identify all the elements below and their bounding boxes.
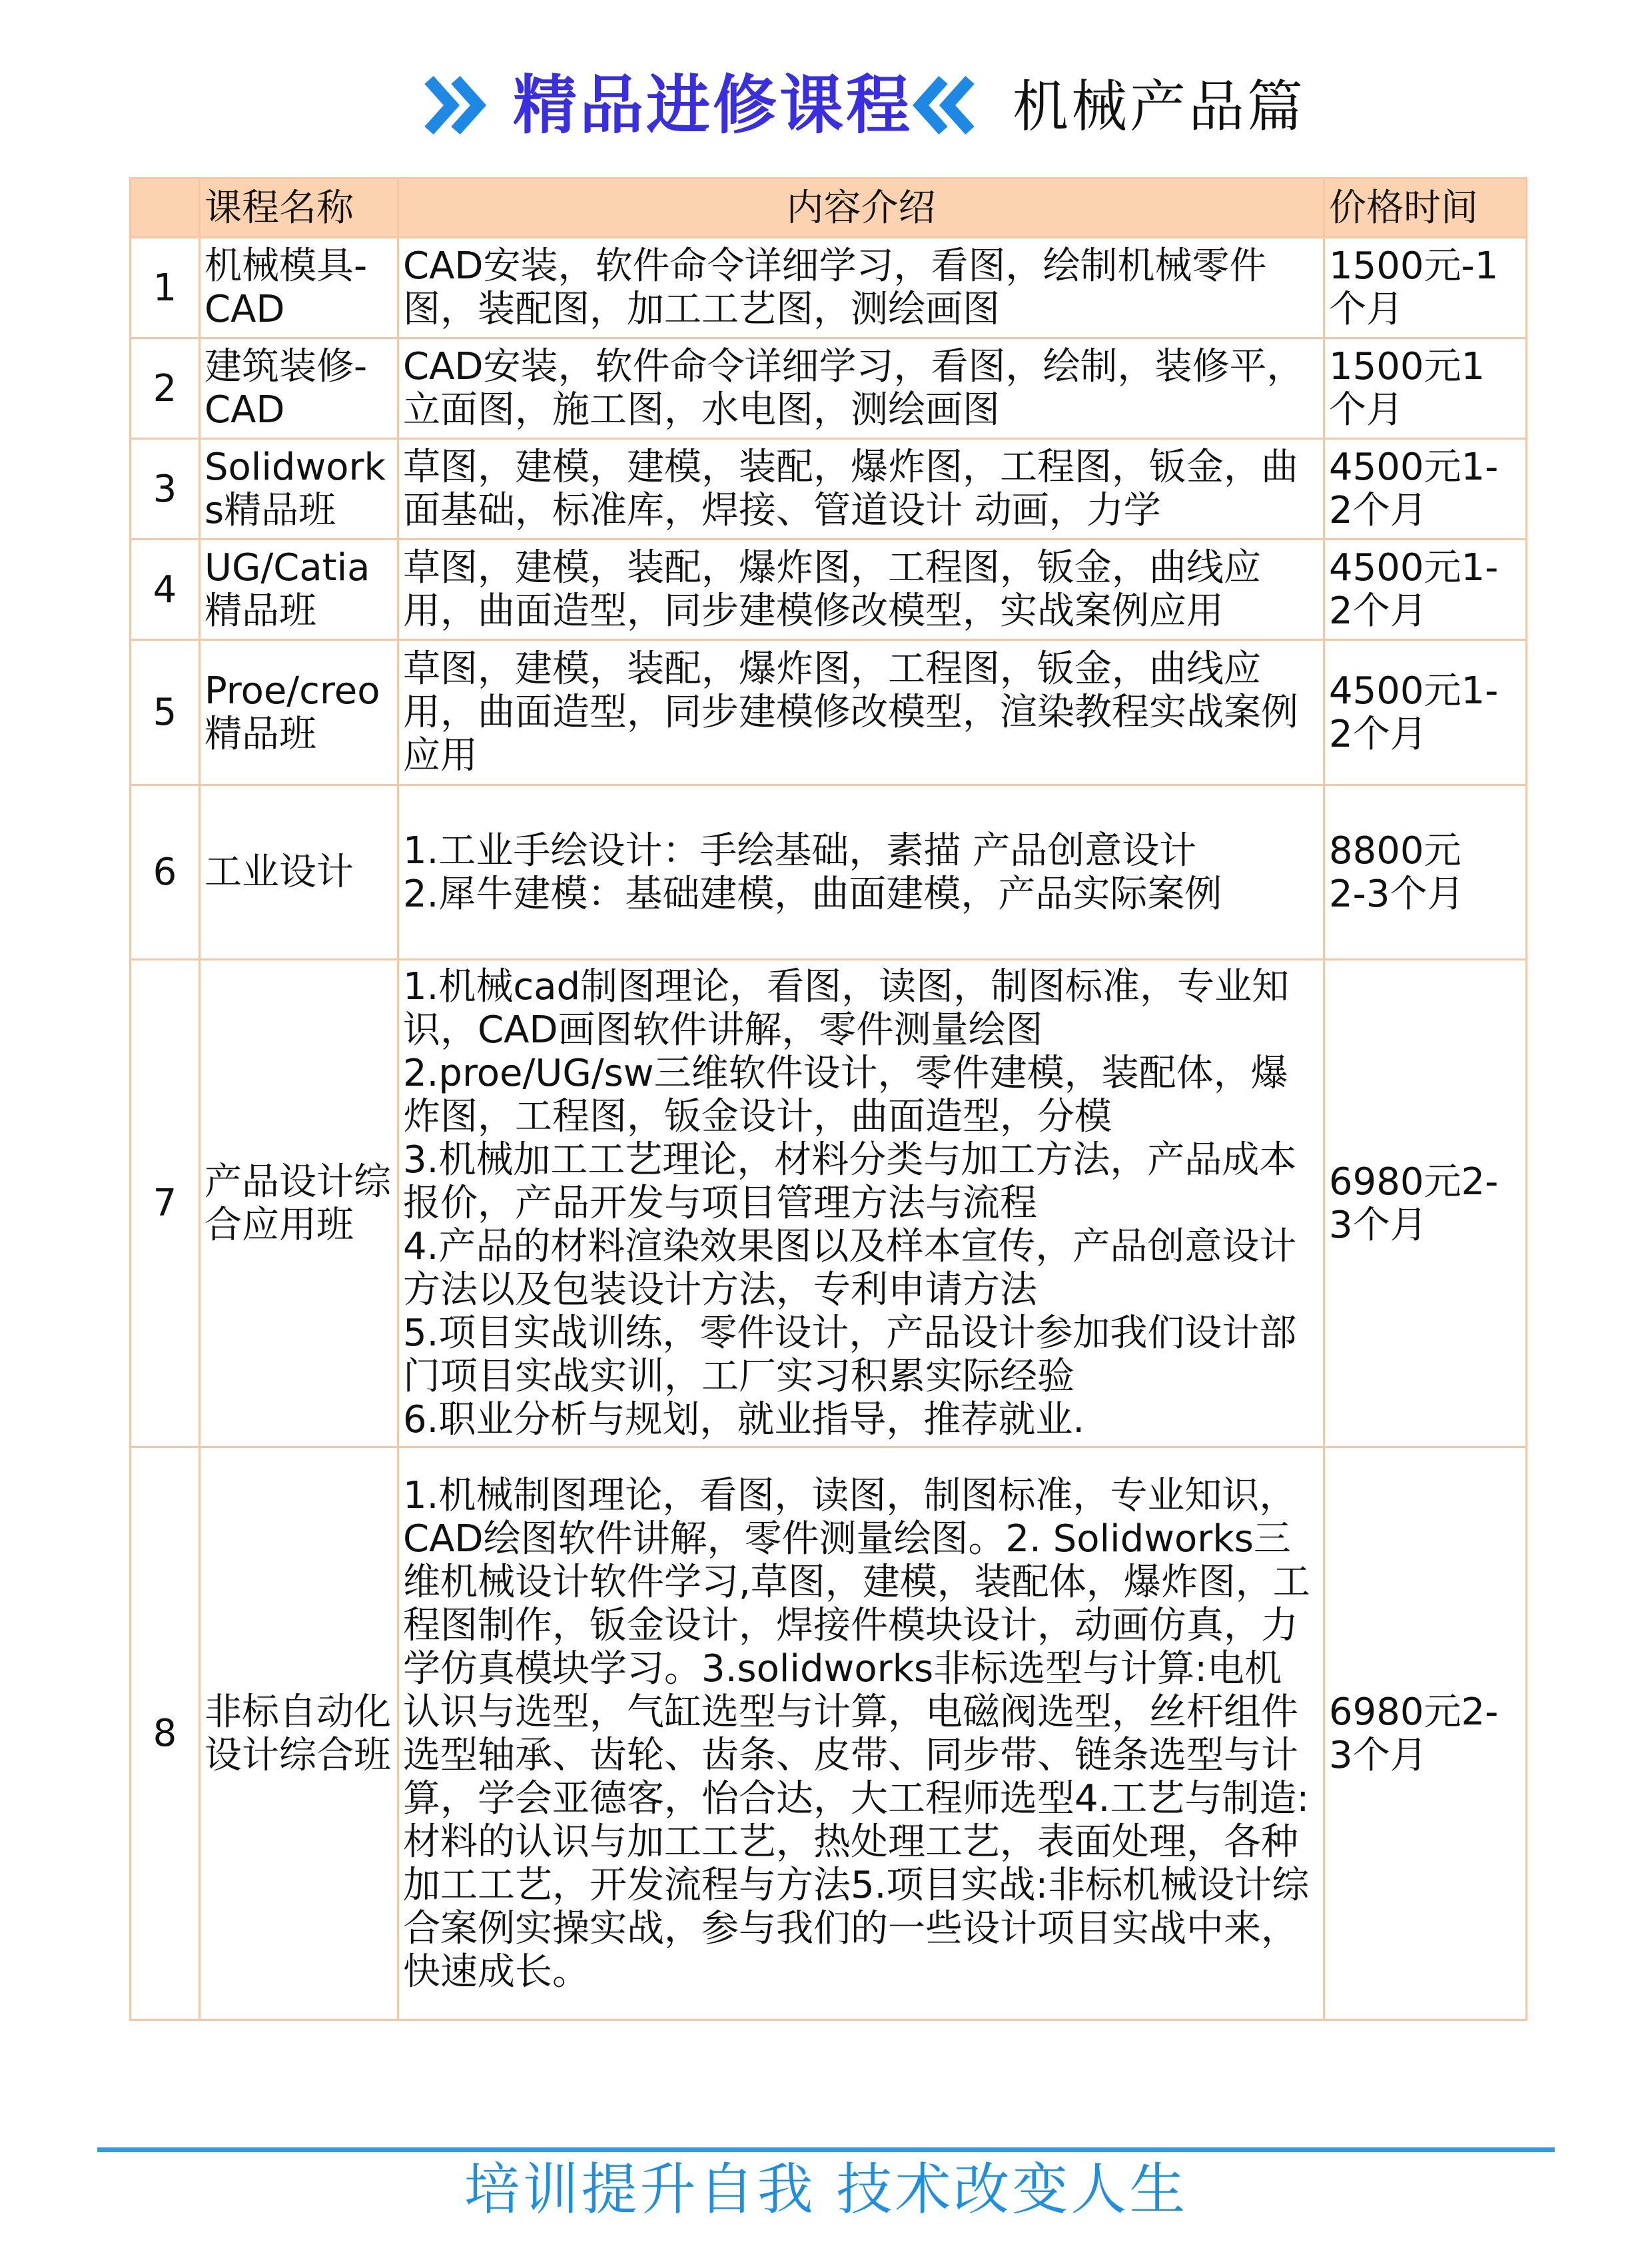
course-price: 6980元2-3个月 xyxy=(1324,1447,1527,2020)
course-price: 4500元1-2个月 xyxy=(1324,640,1527,785)
footer-slogan: 培训提升自我 技术改变人生 xyxy=(464,2157,1188,2222)
course-content: 1.工业手绘设计：手绘基础，素描 产品创意设计 2.犀牛建模：基础建模，曲面建模，产品实际案例 xyxy=(398,785,1324,960)
course-content: 1.机械cad制图理论，看图，读图，制图标准，专业知识，CAD画图软件讲解，零件测量绘图 2.proe/UG/sw三维软件设计，零件建模，装配体，爆炸图，工程图，钣金设计，曲面造型，分模 3.机械加工工艺理论，材料分类与加工方法，产品成本报价，产品开发与项目管理方法与流程 4.产品的材料渲染效果图以及样本宣传，产品创意设计方法以及包装设计方法，专利申请方法 5.项目实战训练，零件设计，产品设计参加我们设计部门项目实战实训，工厂实习积累实际经验 6.职业分析与规划，就业指导，推荐就业. xyxy=(398,960,1324,1447)
row-number: 5 xyxy=(131,640,200,785)
course-name: 产品设计综合应用班 xyxy=(200,960,398,1447)
footer-divider xyxy=(97,2147,1555,2152)
table-row xyxy=(131,338,1527,439)
row-number: 8 xyxy=(131,1447,200,2020)
course-name: Proe/creo精品班 xyxy=(200,640,398,785)
column-header-name: 课程名称 xyxy=(200,179,398,238)
course-name: 工业设计 xyxy=(200,785,398,960)
course-content: 草图，建模，装配，爆炸图，工程图，钣金，曲线应用，曲面造型，同步建模修改模型，渲染教程实战案例应用 xyxy=(398,640,1324,785)
course-content: 草图，建模，建模，装配，爆炸图，工程图，钣金，曲面基础，标准库，焊接、管道设计 动画，力学 xyxy=(398,439,1324,540)
course-price: 4500元1-2个月 xyxy=(1324,439,1527,540)
course-table xyxy=(129,177,1527,2021)
double-chevron-right-icon xyxy=(424,73,488,137)
table-row xyxy=(131,960,1527,1447)
course-name: UG/Catia精品班 xyxy=(200,540,398,640)
course-content: 草图，建模，装配，爆炸图，工程图，钣金，曲线应用，曲面造型，同步建模修改模型，实战案例应用 xyxy=(398,540,1324,640)
page-subtitle: 机械产品篇 xyxy=(1013,74,1306,139)
course-price: 1500元-1个月 xyxy=(1324,238,1527,338)
table-row xyxy=(131,439,1527,540)
course-name: 机械模具-CAD xyxy=(200,238,398,338)
page-header xyxy=(0,47,1652,160)
row-number: 6 xyxy=(131,785,200,960)
row-number: 2 xyxy=(131,338,200,439)
course-content: 1.机械制图理论，看图，读图，制图标准，专业知识，CAD绘图软件讲解，零件测量绘图。2. Solidworks三维机械设计软件学习,草图，建模，装配体，爆炸图，工程图制作，钣金设计，焊接件模块设计，动画仿真，力学仿真模块学习。3.solidworks非标选型与计算:电机认识与选型，气缸选型与计算，电磁阀选型，丝杆组件选型轴承、齿轮、齿条、皮带、同步带、链条选型与计算，学会亚德客，怡合达，大工程师选型4.工艺与制造:材料的认识与加工工艺，热处理工艺，表面处理，各种加工工艺，开发流程与方法5.项目实战:非标机械设计综合案例实操实战，参与我们的一些设计项目实战中来，快速成长。 xyxy=(398,1447,1324,2020)
table-row xyxy=(131,785,1527,960)
course-name: 非标自动化设计综合班 xyxy=(200,1447,398,2020)
course-name: Solidworks精品班 xyxy=(200,439,398,540)
row-number: 4 xyxy=(131,540,200,640)
row-number: 7 xyxy=(131,960,200,1447)
course-price: 8800元 2-3个月 xyxy=(1324,785,1527,960)
course-name: 建筑装修-CAD xyxy=(200,338,398,439)
course-price: 6980元2-3个月 xyxy=(1324,960,1527,1447)
row-number: 3 xyxy=(131,439,200,540)
course-price: 4500元1-2个月 xyxy=(1324,540,1527,640)
column-header-number xyxy=(131,179,200,238)
course-content: CAD安装，软件命令详细学习，看图，绘制，装修平，立面图，施工图，水电图，测绘画图 xyxy=(398,338,1324,439)
column-header-content: 内容介绍 xyxy=(398,179,1324,238)
table-row xyxy=(131,1447,1527,2020)
table-row xyxy=(131,640,1527,785)
course-content: CAD安装，软件命令详细学习，看图，绘制机械零件图，装配图，加工工艺图，测绘画图 xyxy=(398,238,1324,338)
table-row xyxy=(131,540,1527,640)
course-price: 1500元1个月 xyxy=(1324,338,1527,439)
table-row xyxy=(131,238,1527,338)
table-header-row xyxy=(131,179,1527,238)
double-chevron-left-icon xyxy=(911,73,975,137)
column-header-price: 价格时间 xyxy=(1324,179,1527,238)
row-number: 1 xyxy=(131,238,200,338)
page-title: 精品进修课程 xyxy=(513,68,913,143)
